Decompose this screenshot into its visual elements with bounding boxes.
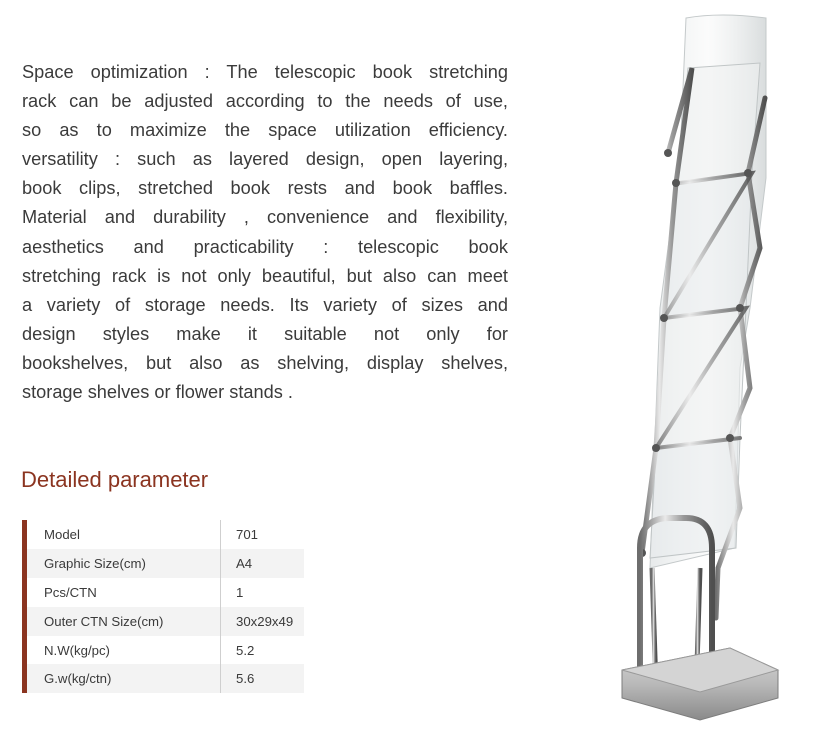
param-value: 701 [236, 526, 259, 542]
product-description [22, 58, 508, 407]
param-value: 30x29x49 [221, 607, 305, 636]
description-line: rack can be adjusted according to the needs of use, [22, 91, 508, 112]
param-label: G.w(kg/ctn) [27, 664, 221, 693]
description-line: stretching rack is not only beautiful, but also can meet [22, 265, 508, 286]
description-line: design styles make it suitable not only for [22, 323, 508, 344]
param-label: Pcs/CTN [27, 578, 221, 607]
table-row [27, 549, 304, 578]
table-row [27, 520, 304, 549]
section-title: Detailed parameter [21, 467, 209, 492]
description-line: aesthetics and practicability : telescopic book [22, 236, 508, 257]
param-value: A4 [221, 549, 305, 578]
product-image [600, 8, 800, 728]
description-line: storage shelves or flower stands . [22, 382, 293, 403]
description-line: book clips, stretched book rests and book baffles. [22, 178, 508, 199]
param-label: N.W(kg/pc) [27, 636, 221, 665]
table-row [27, 636, 304, 665]
description-line: Material and durability , convenience and flexibility, [22, 207, 508, 228]
param-value: 5.6 [221, 664, 305, 693]
description-line: Space optimization : The telescopic book stretching [22, 62, 508, 82]
param-label: Model [27, 520, 221, 549]
description-line: bookshelves, but also as shelving, display shelves, [22, 352, 508, 373]
param-label: Graphic Size(cm) [27, 549, 221, 578]
parameter-table [22, 520, 304, 693]
description-line: versatility : such as layered design, open layering, [22, 149, 508, 170]
description-line: so as to maximize the space utilization efficiency. [22, 120, 508, 141]
param-value: 5.2 [236, 642, 255, 658]
table-row [27, 578, 304, 607]
param-value: 1 [236, 584, 244, 600]
table-row [27, 607, 304, 636]
param-label: Outer CTN Size(cm) [27, 607, 221, 636]
table-row [27, 664, 304, 693]
description-line: a variety of storage needs. Its variety of sizes and [22, 294, 508, 315]
